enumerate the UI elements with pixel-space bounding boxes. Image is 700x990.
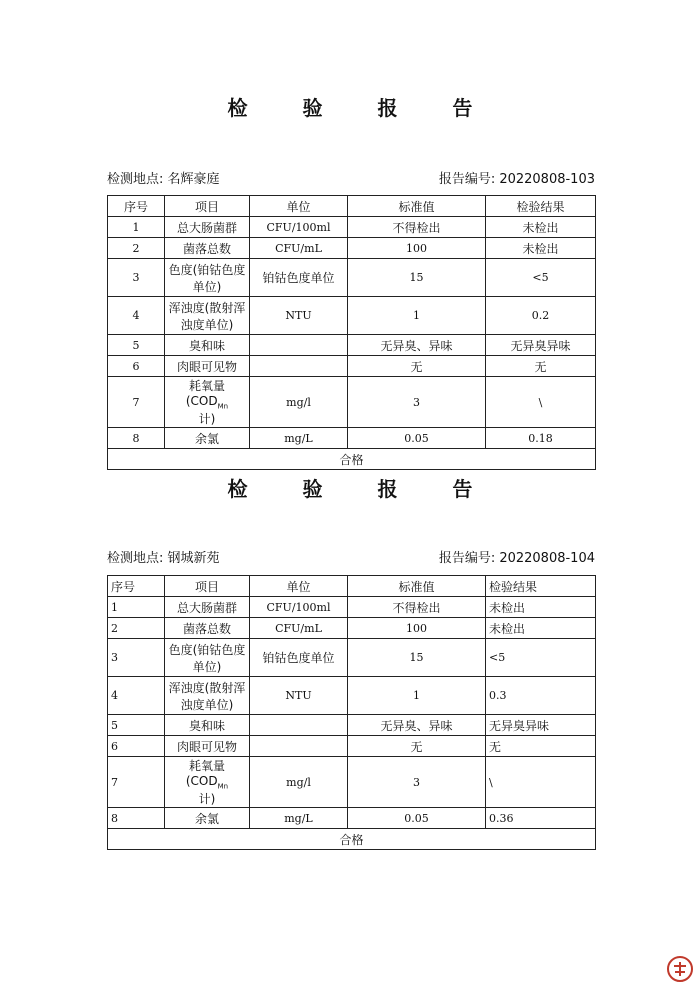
table-row xyxy=(108,757,596,808)
row-result: <5 xyxy=(486,259,596,297)
row-item: 臭和味 xyxy=(165,335,250,356)
table-header-row xyxy=(108,576,596,597)
table-row xyxy=(108,297,596,335)
row-item: 色度(铂钴色度单位) xyxy=(165,259,250,297)
report-number: 报告编号: 20220808-104 xyxy=(438,551,595,566)
row-no: 5 xyxy=(108,715,165,736)
row-no: 4 xyxy=(108,677,165,715)
row-unit: CFU/mL xyxy=(250,238,348,259)
row-item: 菌落总数 xyxy=(165,618,250,639)
table-row xyxy=(108,677,596,715)
row-result: \ xyxy=(486,757,596,808)
header-unit: 单位 xyxy=(250,196,348,217)
row-no: 6 xyxy=(108,736,165,757)
results-table xyxy=(107,575,596,850)
row-item: 总大肠菌群 xyxy=(165,217,250,238)
report-meta xyxy=(107,547,595,565)
site-logo-icon xyxy=(666,955,694,983)
report-number: 报告编号: 20220808-103 xyxy=(438,172,595,187)
row-standard: 无异臭、异味 xyxy=(348,335,486,356)
header-no: 序号 xyxy=(108,576,165,597)
test-location: 检测地点: 名辉豪庭 xyxy=(107,172,220,187)
row-standard: 3 xyxy=(348,377,486,428)
table-row xyxy=(108,335,596,356)
row-unit xyxy=(250,715,348,736)
row-item: 色度(铂钴色度单位) xyxy=(165,639,250,677)
row-item: 总大肠菌群 xyxy=(165,597,250,618)
row-no: 5 xyxy=(108,335,165,356)
header-result: 检验结果 xyxy=(486,196,596,217)
header-standard: 标准值 xyxy=(348,576,486,597)
row-standard: 不得检出 xyxy=(348,217,486,238)
table-row xyxy=(108,428,596,449)
row-result: 未检出 xyxy=(486,618,596,639)
row-unit: CFU/mL xyxy=(250,618,348,639)
header-unit: 单位 xyxy=(250,576,348,597)
row-unit: mg/l xyxy=(250,757,348,808)
row-no: 6 xyxy=(108,356,165,377)
row-no: 3 xyxy=(108,259,165,297)
row-result: 0.2 xyxy=(486,297,596,335)
row-unit xyxy=(250,335,348,356)
row-no: 7 xyxy=(108,377,165,428)
table-row xyxy=(108,618,596,639)
row-no: 3 xyxy=(108,639,165,677)
row-result: 0.18 xyxy=(486,428,596,449)
row-unit: CFU/100ml xyxy=(250,217,348,238)
row-standard: 无 xyxy=(348,356,486,377)
row-no: 7 xyxy=(108,757,165,808)
results-table xyxy=(107,195,596,470)
row-no: 1 xyxy=(108,597,165,618)
row-result: 0.36 xyxy=(486,808,596,829)
row-standard: 0.05 xyxy=(348,428,486,449)
row-unit: CFU/100ml xyxy=(250,597,348,618)
row-result: 未检出 xyxy=(486,597,596,618)
row-item: 余氯 xyxy=(165,808,250,829)
report-title: 检 验 报 告 xyxy=(227,96,497,120)
row-result: \ xyxy=(486,377,596,428)
row-item: 浑浊度(散射浑浊度单位) xyxy=(165,677,250,715)
row-result: 0.3 xyxy=(486,677,596,715)
table-row xyxy=(108,597,596,618)
row-standard: 100 xyxy=(348,238,486,259)
row-result: 未检出 xyxy=(486,238,596,259)
row-unit: 铂钴色度单位 xyxy=(250,639,348,677)
row-no: 8 xyxy=(108,428,165,449)
header-item: 项目 xyxy=(165,576,250,597)
row-item: 臭和味 xyxy=(165,715,250,736)
table-row xyxy=(108,808,596,829)
row-unit: mg/L xyxy=(250,808,348,829)
row-standard: 15 xyxy=(348,639,486,677)
header-no: 序号 xyxy=(108,196,165,217)
report-meta xyxy=(107,168,595,186)
row-unit: NTU xyxy=(250,297,348,335)
table-row xyxy=(108,356,596,377)
row-unit: 铂钴色度单位 xyxy=(250,259,348,297)
row-item: 耗氧量 ($COD_{Mn}$ 计) xyxy=(165,377,250,428)
row-unit: mg/l xyxy=(250,377,348,428)
row-item: 浑浊度(散射浑浊度单位) xyxy=(165,297,250,335)
row-standard: 1 xyxy=(348,677,486,715)
row-standard: 1 xyxy=(348,297,486,335)
row-item: 余氯 xyxy=(165,428,250,449)
header-standard: 标准值 xyxy=(348,196,486,217)
table-row xyxy=(108,217,596,238)
conclusion-row xyxy=(108,829,596,850)
table-header-row xyxy=(108,196,596,217)
conclusion: 合格 xyxy=(108,829,596,850)
row-item: 耗氧量 ($COD_{Mn}$ 计) xyxy=(165,757,250,808)
row-item: 肉眼可见物 xyxy=(165,356,250,377)
header-result: 检验结果 xyxy=(486,576,596,597)
row-standard: 15 xyxy=(348,259,486,297)
row-unit: NTU xyxy=(250,677,348,715)
row-standard: 不得检出 xyxy=(348,597,486,618)
row-no: 2 xyxy=(108,618,165,639)
table-row xyxy=(108,639,596,677)
row-result: <5 xyxy=(486,639,596,677)
row-standard: 100 xyxy=(348,618,486,639)
row-no: 1 xyxy=(108,217,165,238)
row-result: 无 xyxy=(486,356,596,377)
table-row xyxy=(108,259,596,297)
row-item: 肉眼可见物 xyxy=(165,736,250,757)
table-row xyxy=(108,377,596,428)
row-result: 未检出 xyxy=(486,217,596,238)
row-standard: 0.05 xyxy=(348,808,486,829)
row-unit xyxy=(250,356,348,377)
row-result: 无异臭异味 xyxy=(486,335,596,356)
row-standard: 3 xyxy=(348,757,486,808)
row-no: 4 xyxy=(108,297,165,335)
table-row xyxy=(108,736,596,757)
row-standard: 无 xyxy=(348,736,486,757)
row-unit: mg/L xyxy=(250,428,348,449)
report-title: 检 验 报 告 xyxy=(227,477,497,501)
row-no: 2 xyxy=(108,238,165,259)
table-row xyxy=(108,715,596,736)
test-location: 检测地点: 钢城新苑 xyxy=(107,551,220,566)
row-result: 无异臭异味 xyxy=(486,715,596,736)
conclusion: 合格 xyxy=(108,449,596,470)
row-no: 8 xyxy=(108,808,165,829)
conclusion-row xyxy=(108,449,596,470)
header-item: 项目 xyxy=(165,196,250,217)
row-result: 无 xyxy=(486,736,596,757)
table-row xyxy=(108,238,596,259)
row-standard: 无异臭、异味 xyxy=(348,715,486,736)
row-item: 菌落总数 xyxy=(165,238,250,259)
row-unit xyxy=(250,736,348,757)
